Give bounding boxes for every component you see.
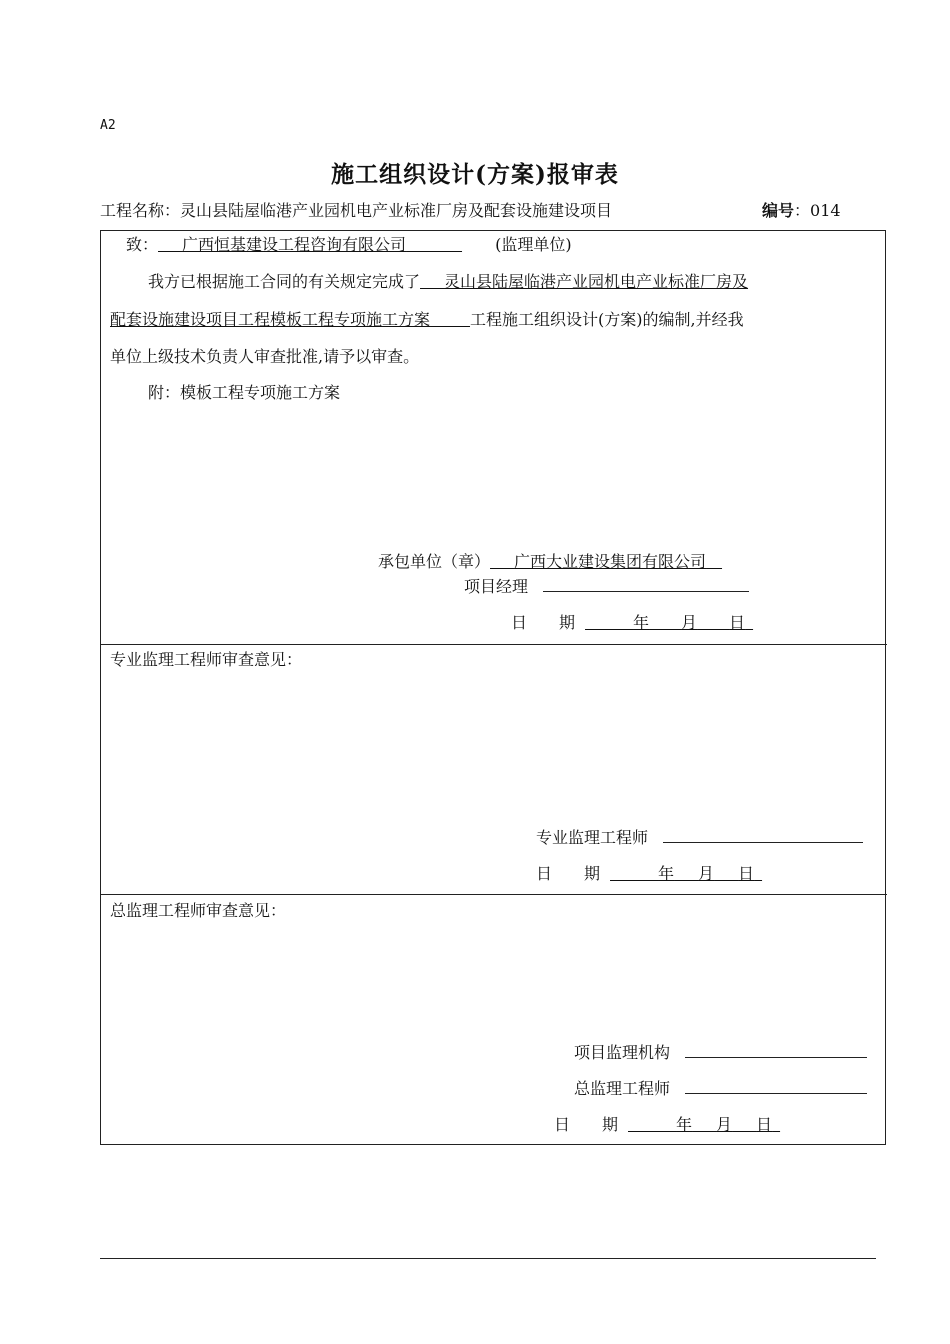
specialist-engineer-label: 专业监理工程师: [536, 828, 649, 847]
project-name: 灵山县陆屋临港产业园机电产业标准厂房及配套设施建设项目: [180, 201, 613, 220]
to-label: 致：: [126, 235, 159, 254]
serial-number: [762, 198, 841, 221]
project-label: 工程名称：: [100, 201, 181, 220]
plan-name-field-cont: [110, 310, 470, 329]
day-label: 日: [738, 864, 755, 883]
section-divider: [101, 644, 887, 645]
footer-rule: [100, 1258, 876, 1259]
supervisor-company: 广西恒基建设工程咨询有限公司: [182, 235, 407, 254]
contractor-line: [378, 552, 722, 572]
day-label: 日: [729, 613, 746, 632]
plan-name-field: [420, 272, 748, 291]
month-label: 月: [681, 613, 698, 632]
supervision-org-label: 项目监理机构: [574, 1043, 671, 1062]
month-label: 月: [716, 1115, 733, 1134]
serial-label: 编号: [762, 201, 795, 220]
date-field[interactable]: [585, 613, 753, 632]
contractor-name: 广西大业建设集团有限公司: [514, 552, 707, 571]
body-after: 工程施工组织设计(方案)的编制,并经我: [470, 310, 744, 329]
supervisor-note: (监理单位): [495, 235, 572, 254]
body-intro: 我方已根据施工合同的有关规定完成了: [148, 272, 421, 291]
body-line-2: [110, 310, 744, 330]
year-label: 年: [676, 1115, 693, 1134]
contractor-name-field: [490, 552, 722, 571]
month-label: 月: [698, 864, 715, 883]
year-label: 年: [658, 864, 675, 883]
chief-engineer-label: 总监理工程师: [574, 1079, 671, 1098]
serial-value: ：014: [794, 201, 841, 220]
supervision-org-line: [574, 1042, 867, 1063]
date-field[interactable]: [610, 864, 762, 883]
contractor-label: 承包单位（章）: [378, 552, 491, 571]
review-form-table: [100, 230, 886, 1145]
chief-engineer-line: [574, 1078, 867, 1099]
year-label: 年: [633, 613, 650, 632]
day-label: 日: [756, 1115, 773, 1134]
date-field[interactable]: [628, 1115, 780, 1134]
date-label: 日 期: [536, 864, 601, 883]
attachment: 附：模板工程专项施工方案: [148, 383, 341, 402]
specialist-engineer-line: [536, 827, 863, 848]
project-line: [100, 198, 612, 221]
date-label: 日 期: [554, 1115, 619, 1134]
date-label: 日 期: [511, 613, 576, 632]
project-manager-signature-field[interactable]: [543, 576, 749, 592]
plan-name-part2: 配套设施建设项目工程模板工程专项施工方案: [110, 310, 431, 329]
specialist-engineer-signature-field[interactable]: [663, 827, 863, 843]
body-line-1: [148, 272, 748, 292]
page-title: 施工组织设计(方案)报审表: [331, 161, 619, 188]
body-line-3: 单位上级技术负责人审查批准,请予以审查。: [110, 347, 420, 366]
project-manager-line: [464, 576, 749, 597]
plan-name-part1: 灵山县陆屋临港产业园机电产业标准厂房及: [444, 272, 749, 291]
specialist-review-heading: 专业监理工程师审查意见：: [110, 650, 303, 669]
specialist-date-line: [536, 864, 762, 884]
supervision-org-signature-field[interactable]: [685, 1042, 867, 1058]
form-code: A2: [100, 118, 116, 133]
project-manager-label: 项目经理: [464, 577, 529, 596]
supervisor-company-field: [158, 235, 462, 254]
chief-engineer-signature-field[interactable]: [685, 1078, 867, 1094]
recipient-line: [126, 235, 572, 255]
chief-date-line: [554, 1115, 780, 1135]
section-divider: [101, 894, 887, 895]
chief-review-heading: 总监理工程师审查意见：: [110, 901, 287, 920]
contractor-date-line: [511, 613, 753, 633]
